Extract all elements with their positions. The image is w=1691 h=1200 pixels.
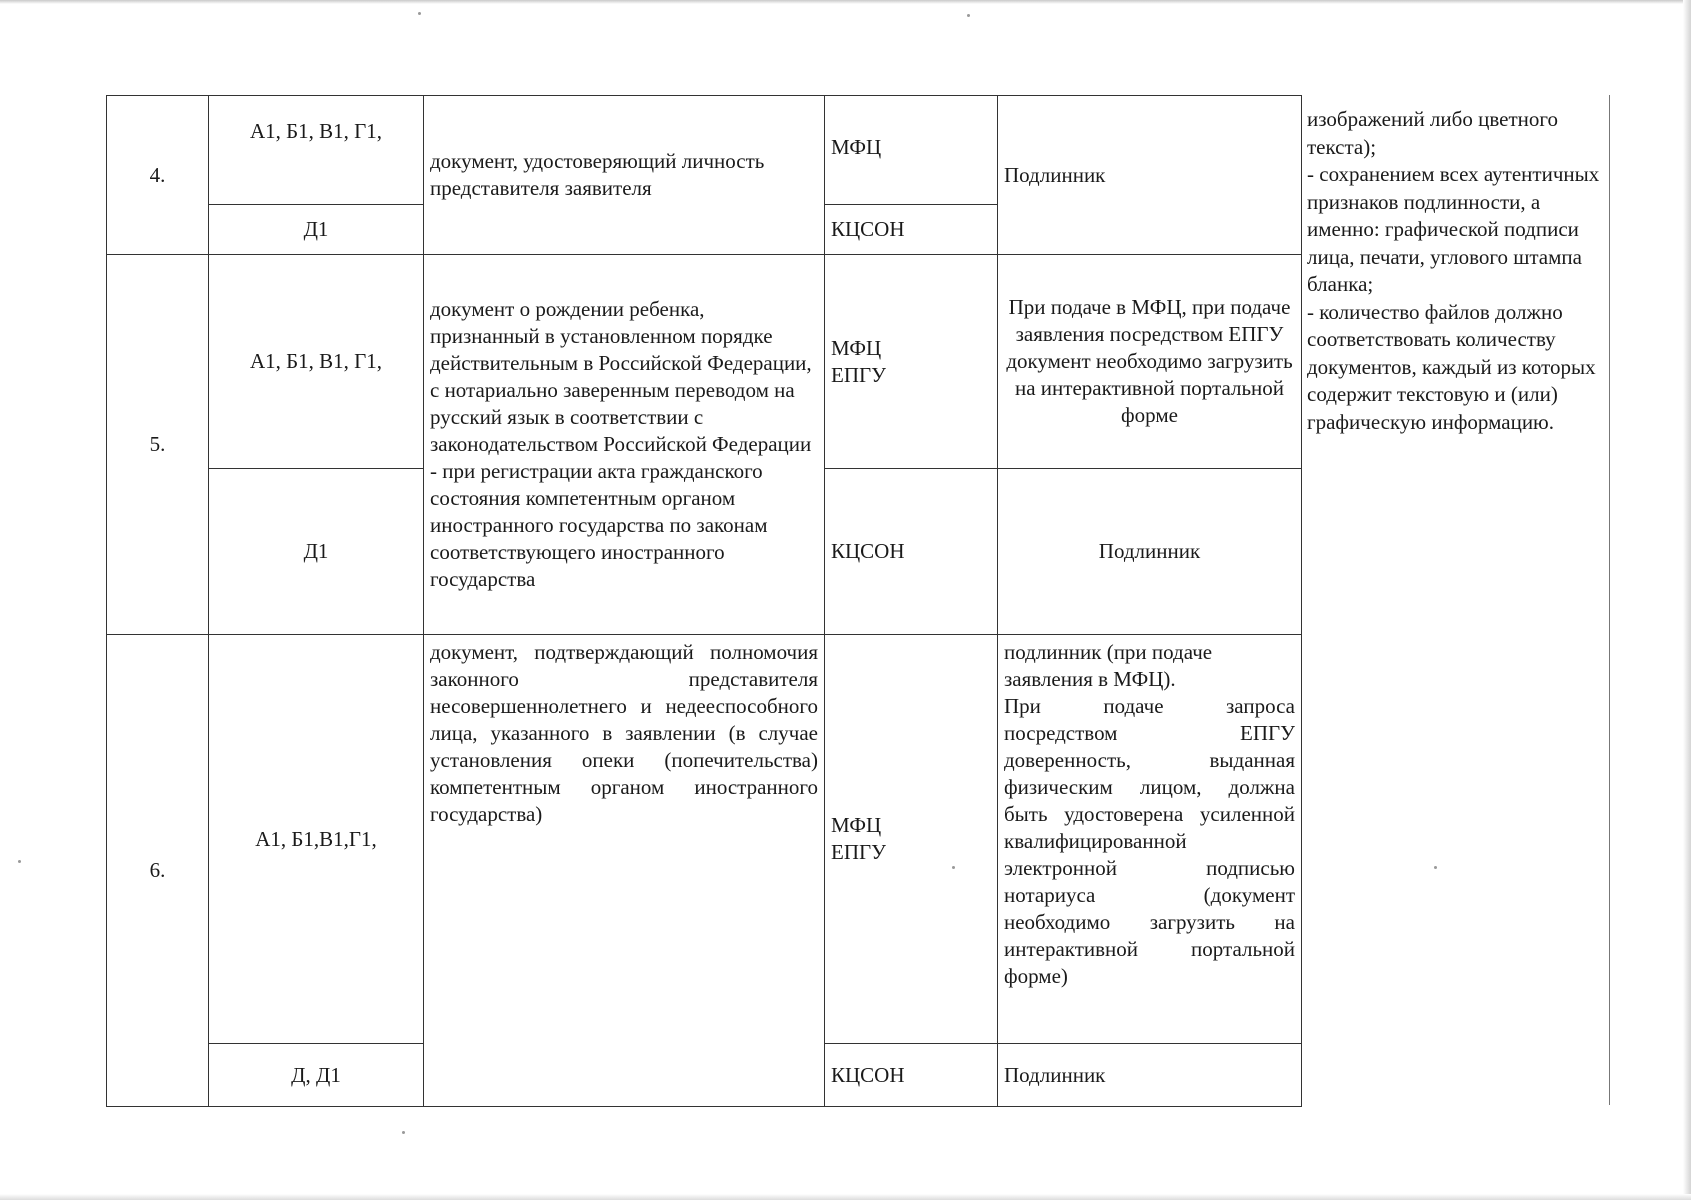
- row-number: 4.: [107, 96, 209, 255]
- scan-speck: [418, 12, 421, 15]
- table-row-6: [107, 635, 1302, 1044]
- submission-mode: [998, 635, 1302, 1044]
- submission-mode: Подлинник: [998, 96, 1302, 255]
- table-row-5: [107, 255, 1302, 469]
- submission-mode: При подаче в МФЦ, при подаче заявления посредством ЕПГУ документ необходимо загрузить на интерактивной портальной форме: [998, 255, 1302, 469]
- organization: КЦСОН: [825, 1044, 998, 1107]
- scan-speck: [18, 860, 21, 863]
- document-name: документ, удостоверяющий личность представителя заявителя: [424, 96, 825, 255]
- applicant-categories: Д1: [209, 469, 424, 635]
- row-number: 5.: [107, 255, 209, 635]
- submission-mode-part1: подлинник (при подаче заявления в МФЦ).: [1004, 640, 1213, 691]
- applicant-categories: А1, Б1, В1, Г1,: [209, 255, 424, 469]
- scan-edge-bottom: [0, 1194, 1691, 1200]
- submission-mode: Подлинник: [998, 469, 1302, 635]
- organization: [825, 635, 998, 1044]
- applicant-categories: Д, Д1: [209, 1044, 424, 1107]
- applicant-categories: А1, Б1,В1,Г1,: [209, 635, 424, 1044]
- organization: МФЦ: [825, 96, 998, 205]
- document-name: документ, подтверждающий полномочия законного представителя несовершеннолетнего и недееспособного лица, указанного в заявлении (в случае установления опеки (попечительства) компетентным органом иностранного государства): [424, 635, 825, 1107]
- scan-speck: [402, 1131, 405, 1134]
- organization: КЦСОН: [825, 205, 998, 255]
- side-note-continuation: изображений либо цветного текста); - сохранением всех аутентичных признаков подлинности, а именно: графической подписи лица, печати, углового штампа бланка; - количество файлов должно соответствовать количеству документов, каждый из которых содержит текстовую и (или) графическую информацию.: [1307, 107, 1600, 434]
- documents-table: [106, 95, 1302, 1107]
- scan-edge-right: [1683, 0, 1691, 1200]
- row-number: 6.: [107, 635, 209, 1107]
- organization: КЦСОН: [825, 469, 998, 635]
- margin-rule: [1609, 95, 1610, 1105]
- applicant-categories: А1, Б1, В1, Г1,: [209, 96, 424, 205]
- document-name: документ о рождении ребенка, признанный в установленном порядке действительным в Российской Федерации, с нотариально заверенным переводом на русский язык в соответствии с законодательством Российской Федерации - при регистрации акта гражданского состояния компетентным органом иностранного государства по законам соответствующего иностранного государства: [424, 255, 825, 635]
- scan-speck: [952, 866, 955, 869]
- organization-text: МФЦ ЕПГУ: [831, 813, 887, 864]
- organization-text: МФЦ ЕПГУ: [831, 335, 887, 387]
- applicant-categories: Д1: [209, 205, 424, 255]
- table-row-4: [107, 96, 1302, 205]
- submission-mode-part2: При подаче запроса посредством ЕПГУ доверенность, выданная физическим лицом, должна быть удостоверена усиленной квалифицированной электронной подписью нотариуса (документ необходимо загрузить на интерактивной портальной форме): [1004, 694, 1295, 988]
- submission-mode: Подлинник: [998, 1044, 1302, 1107]
- scan-speck: [1434, 866, 1437, 869]
- scan-speck: [967, 14, 970, 17]
- organization: [825, 255, 998, 469]
- scan-edge-top: [0, 0, 1691, 4]
